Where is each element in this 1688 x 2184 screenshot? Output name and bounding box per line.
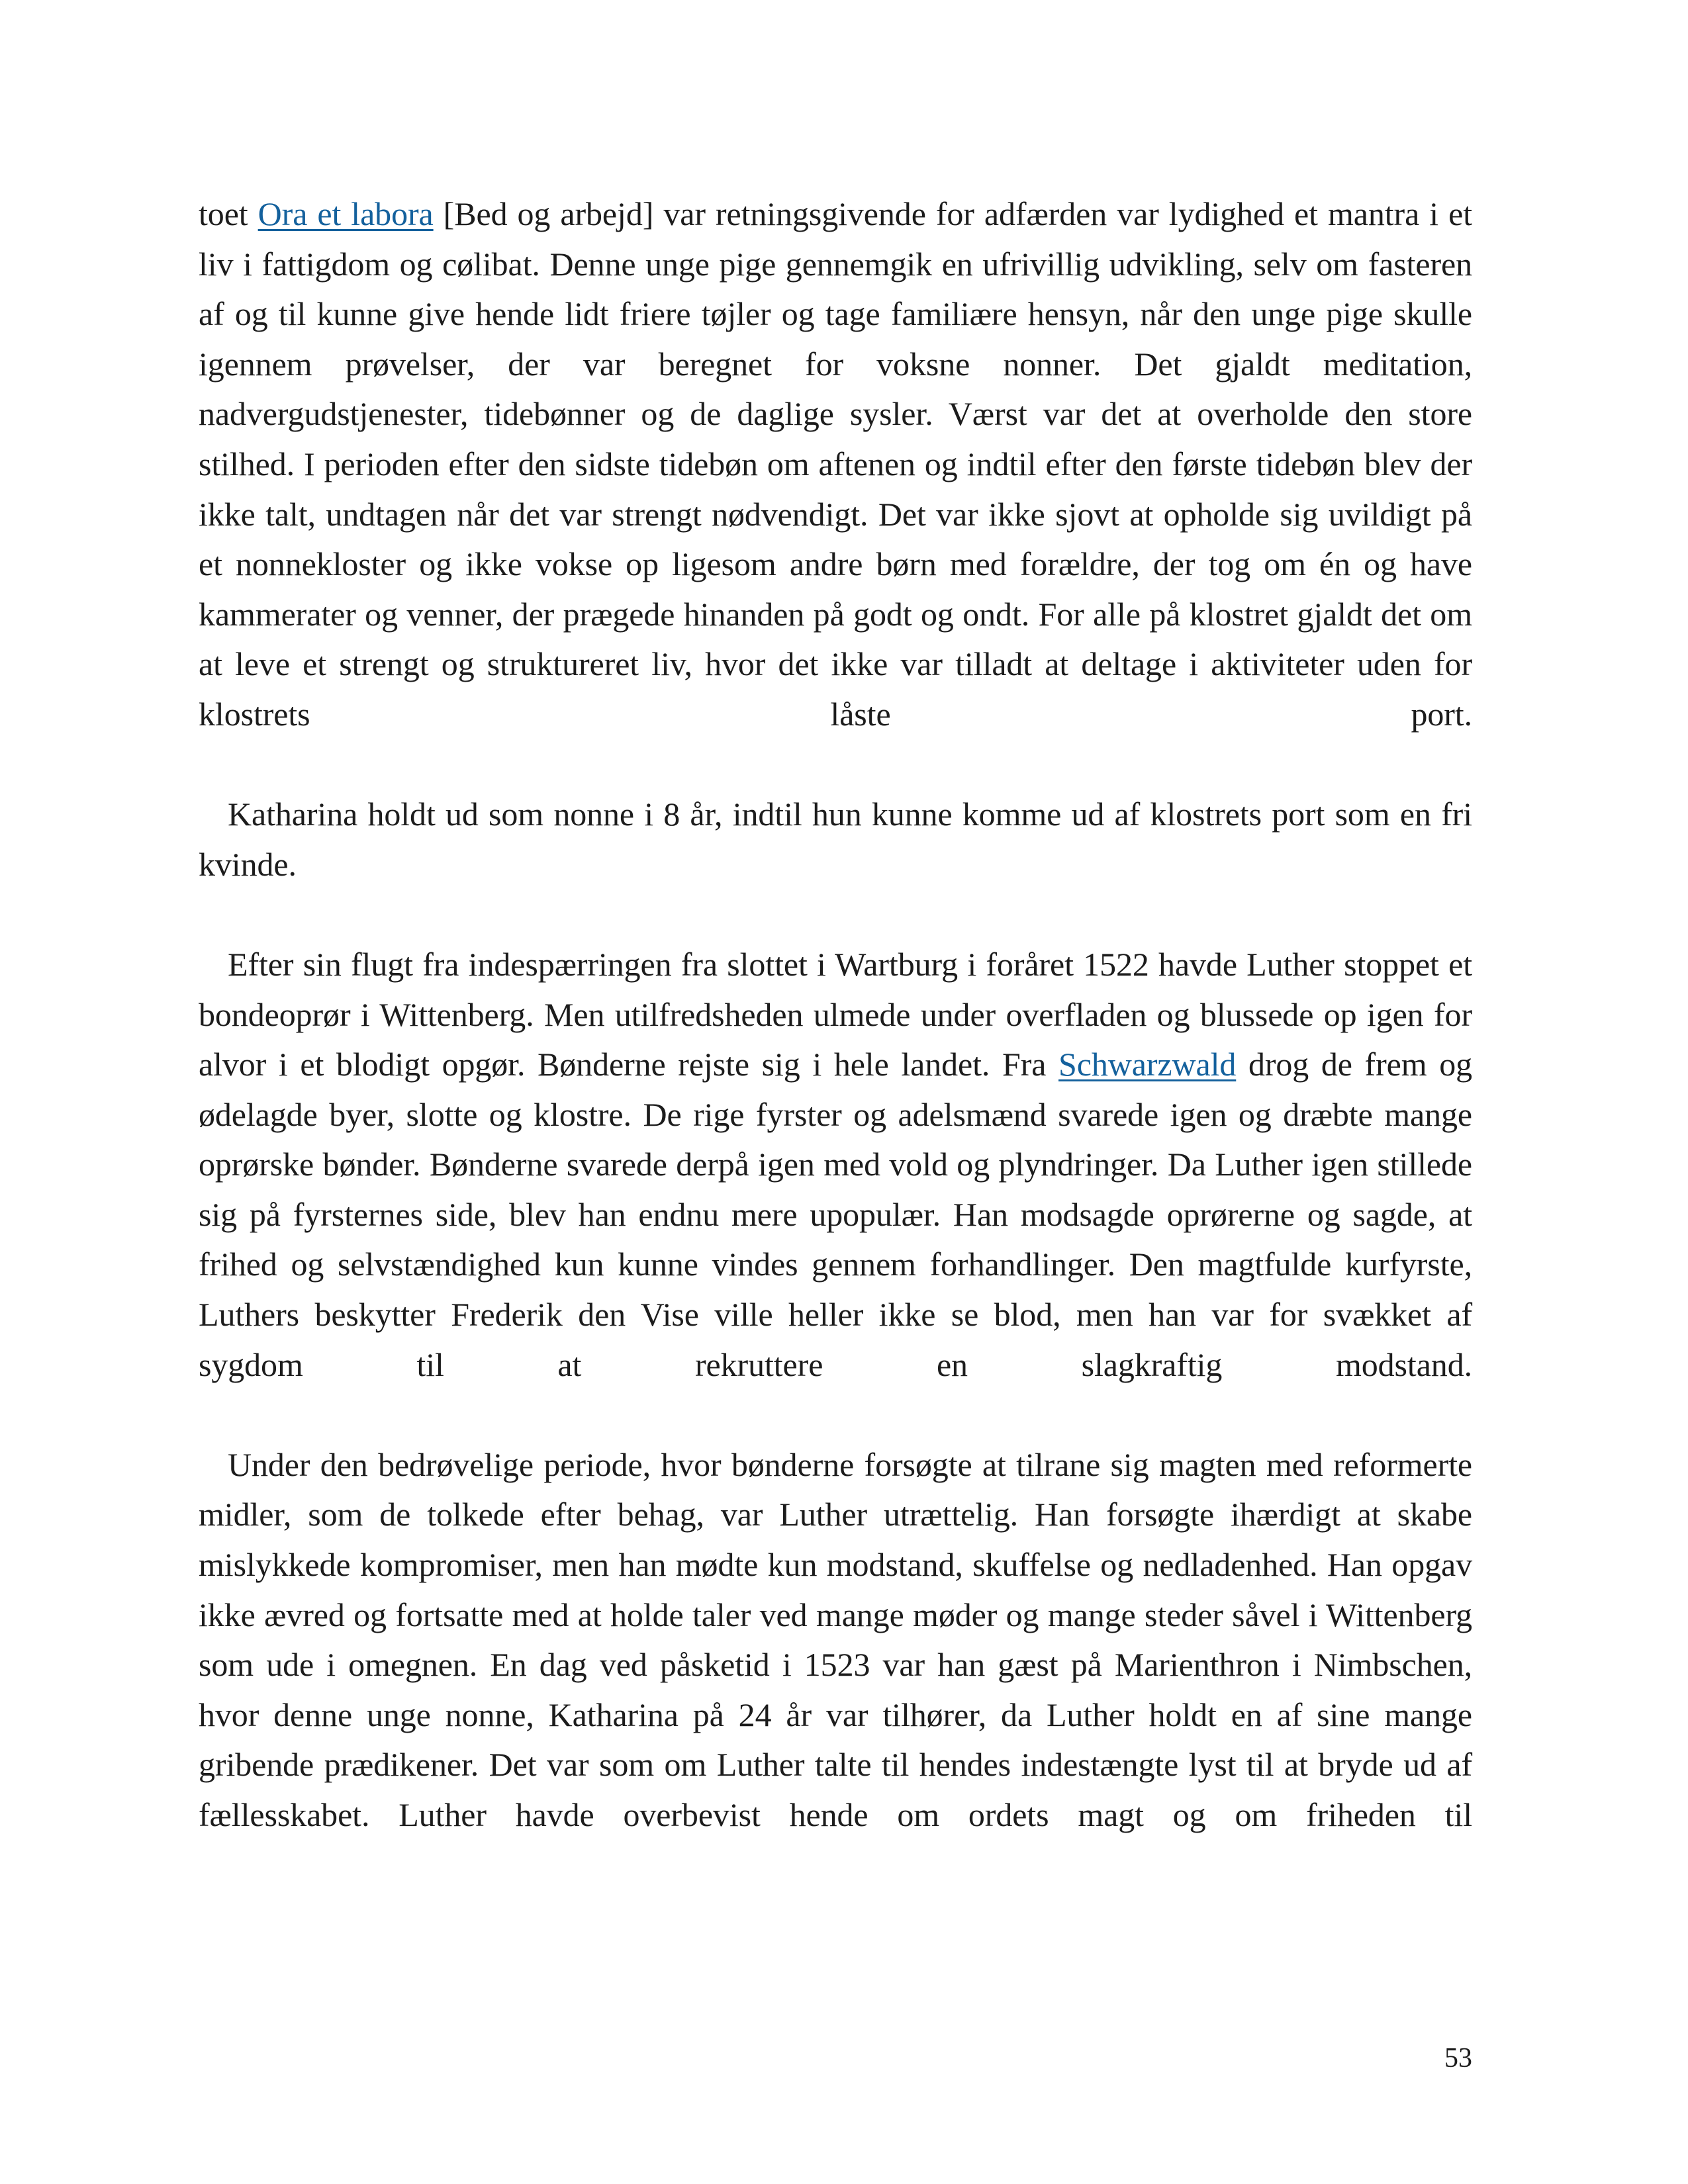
- body-text-column: [199, 189, 1472, 1890]
- body-text-run: Under den bedrøvelige periode, hvor bønderne forsøgte at tilrane sig magten med reformerte midler, som de tolkede efter behag, var Luther utrættelig. Han forsøgte ihærdigt at skabe mislykkede kompromiser, men han mødte kun modstand, skuffelse og nedladenhed. Han opgav ikke ævred og fortsatte med at holde taler ved mange møder og mange steder såvel i Wittenberg som ude i omegnen. En dag ved påsketid i 1523 var han gæst på Marienthron i Nimbschen, hvor denne unge nonne, Katharina på 24 år var tilhører, da Luther holdt en af sine mange gribende prædikener. Det var som om Luther talte til hendes indestængte lyst til at bryde ud af fællesskabet. Luther havde overbevist hende om ordets magt og om friheden til: [199, 1445, 1472, 1833]
- para-bedroevelige-periode: [199, 1440, 1472, 1890]
- link-schwarzwald[interactable]: Schwarzwald: [1058, 1046, 1237, 1083]
- page-number: 53: [1444, 2043, 1472, 2073]
- link-ora-et-labora[interactable]: Ora et labora: [258, 195, 434, 232]
- body-text-run: drog de frem og ødelagde byer, slotte og klostre. De rige fyrster og adelsmænd svarede igen og dræbte mange oprørske bønder. Bønderne svarede derpå igen med vold og plyndringer. Da Luther igen stillede sig på fyrsternes side, blev han endnu mere upopulær. Han modsagde oprørerne og sagde, at frihed og selvstændighed kun kunne vindes gennem forhandlinger. Den magtfulde kurfyrste, Luthers beskytter Frederik den Vise ville heller ikke se blod, men han var for svækket af sygdom til at rekruttere en slagkraftig modstand.: [199, 1046, 1472, 1383]
- para-katharina-8-aar: [199, 790, 1472, 940]
- body-text-run: Katharina holdt ud som nonne i 8 år, indtil hun kunne komme ud af klostrets port som en fri kvinde.: [199, 796, 1472, 883]
- body-text-run: Efter sin flugt fra indespærringen fra slottet i Wartburg i foråret 1522 havde Luther stoppet et bondeoprør i Wittenberg. Men utilfredsheden ulmede under overfladen og blussede op igen for alvor i et blodigt opgør. Bønderne rejste sig i hele landet. Fra: [199, 945, 1472, 1083]
- para-wartburg-flugt: [199, 940, 1472, 1440]
- body-text-run: toet: [199, 195, 258, 232]
- para-ora-et-labora: [199, 189, 1472, 790]
- body-text-run: [Bed og arbejd] var retningsgivende for adfærden var lydighed et mantra i et liv i fattigdom og cølibat. Denne unge pige gennemgik en ufrivillig udvikling, selv om fasteren af og til kunne give hende lidt friere tøjler og tage familiære hensyn, når den unge pige skulle igennem prøvelser, der var beregnet for voksne nonner. Det gjaldt meditation, nadvergudstjenester, tidebønner og de daglige sysler. Værst var det at overholde den store stilhed. I perioden efter den sidste tidebøn om aftenen og indtil efter den første tidebøn blev der ikke talt, undtagen når det var strengt nødvendigt. Det var ikke sjovt at opholde sig uvildigt på et nonnekloster og ikke vokse op ligesom andre børn med forældre, der tog om én og have kammerater og venner, der prægede hinanden på godt og ondt. For alle på klostret gjaldt det om at leve et strengt og struktureret liv, hvor det ikke var tilladt at deltage i aktiviteter uden for klostrets låste port.: [199, 195, 1472, 733]
